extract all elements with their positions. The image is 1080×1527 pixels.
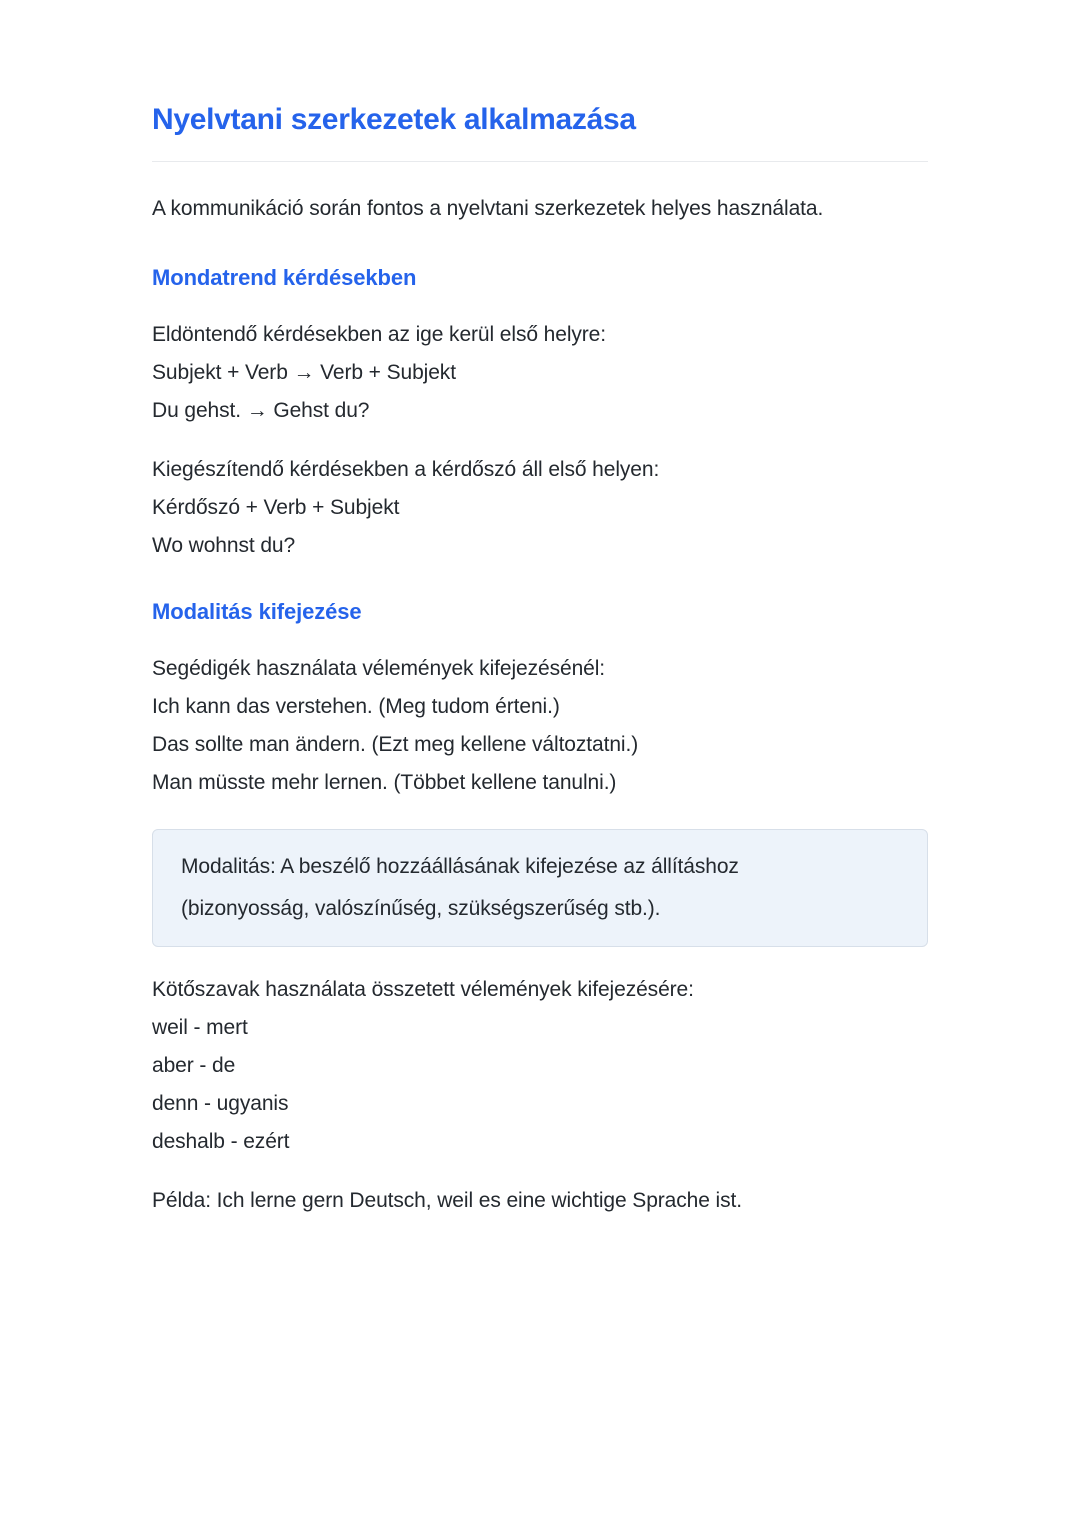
paragraph-yesno-questions <box>152 316 928 430</box>
paragraph-modal-verbs <box>152 650 928 802</box>
text-line: aber - de <box>152 1054 236 1077</box>
paragraph-example <box>152 1182 928 1220</box>
section-heading-modalitas: Modalitás kifejezése <box>152 599 362 624</box>
text-line: Kötőszavak használata összetett vélemények kifejezésére: <box>152 978 694 1001</box>
text-line: weil - mert <box>152 1016 248 1039</box>
text-line: Példa: Ich lerne gern Deutsch, weil es eine wichtige Sprache ist. <box>152 1189 742 1212</box>
text-line: Kérdőszó + Verb + Subjekt <box>152 496 400 519</box>
section-heading-mondatrend: Mondatrend kérdésekben <box>152 265 417 290</box>
text-line: Das sollte man ändern. (Ezt meg kellene változtatni.) <box>152 733 639 756</box>
page-title: Nyelvtani szerkezetek alkalmazása <box>152 100 928 162</box>
paragraph-conjunctions <box>152 971 928 1161</box>
text-line: deshalb - ezért <box>152 1130 290 1153</box>
text-line: Segédigék használata vélemények kifejezésénél: <box>152 657 606 680</box>
intro-paragraph: A kommunikáció során fontos a nyelvtani szerkezetek helyes használata. <box>152 197 824 220</box>
text-line: denn - ugyanis <box>152 1092 289 1115</box>
text-line: Eldöntendő kérdésekben az ige kerül első helyre: <box>152 323 606 346</box>
text-line: Wo wohnst du? <box>152 534 296 557</box>
text-line: Man müsste mehr lernen. (Többet kellene tanulni.) <box>152 771 617 794</box>
text-line: Du gehst. → Gehst du? <box>152 399 370 422</box>
callout-text-line: (bizonyosság, valószínűség, szükségszerűség stb.). <box>181 897 661 920</box>
paragraph-wh-questions <box>152 451 928 565</box>
callout-text-line: Modalitás: A beszélő hozzáállásának kifejezése az állításhoz <box>181 855 739 878</box>
text-line: Subjekt + Verb → Verb + Subjekt <box>152 361 456 384</box>
text-line: Ich kann das verstehen. (Meg tudom érteni.) <box>152 695 560 718</box>
callout-note <box>152 829 928 947</box>
text-line: Kiegészítendő kérdésekben a kérdőszó áll első helyen: <box>152 458 660 481</box>
